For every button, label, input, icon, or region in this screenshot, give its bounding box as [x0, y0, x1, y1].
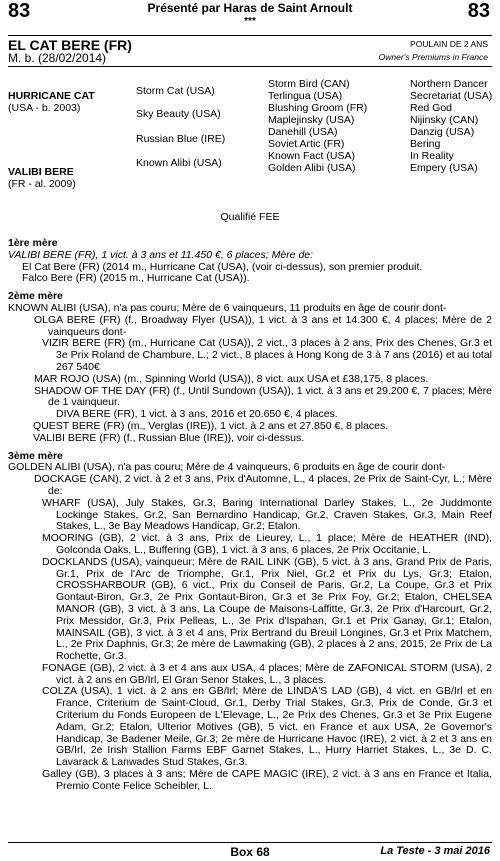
- pedigree-gen4: Northern Dancer: [410, 78, 488, 90]
- catalogue-body: [8, 238, 492, 793]
- produce-entry: DOCKAGE (CAN), 2 vict. à 2 et 3 ans, Prix d'Automne, L., 4 places, 2e Prix de Saint-Cyr, L.; Mère de:: [34, 473, 492, 497]
- produce-entry: MAR ROJO (USA) (m., Spinning World (USA)), 8 vict. aux USA et £38,175, 8 places.: [34, 372, 429, 385]
- pedigree-gen4: Empery (USA): [410, 162, 478, 174]
- pedigree-gen3: Soviet Artic (FR): [268, 138, 345, 150]
- presenter: [0, 2, 500, 28]
- box-number: Box 68: [230, 845, 270, 859]
- produce-entry: DOCKLANDS (USA), vainqueur; Mère de RAIL LINK (GB), 5 vict. à 3 ans, Grand Prix de Paris, Gr.1, Prix de l'Arc de Triomphe, Gr.1, Prix Niel, Gr.2 et Prix du Lys, Gr.3; Etalon, CROSSHARBOUR (GB), 6 vict., Prix du Conseil de Paris, Gr.2, La Coupe, Gr.3 et Prix Gontaut-Biron, Gr.3, 2e Prix Gontaut-Biron, Gr.3 et 3e Prix Foy, Gr.2; Etalon, CHELSEA MANOR (GB), 3 vict. à 3 ans, La Coupe de Maisons-Laffitte, Gr.3, 2e Prix d'Harcourt, Gr.2, Prix Messidor, Gr.3, Prix Pelleas, L., 3e Prix d'Ispahan, Gr.1 et Prix Ganay, Gr.1; Etalon, MAINSAIL (GB), 3 vict. à 3 et 4 ans, Prix Bertrand du Breuil Longines, Gr.3 et Prix Matchem, L., 2e Prix Daphnis, Gr.3; 2e mère de Lawmaking (GB), 2 places à 2 ans, 2015, 2e Prix de La Rochette, Gr.3.: [42, 555, 492, 663]
- pedigree-gen3: Terlingua (USA): [268, 90, 343, 102]
- pedigree-gen2: Russian Blue (IRE): [136, 133, 226, 145]
- pedigree-gen2: Storm Cat (USA): [136, 85, 215, 97]
- divider: [8, 842, 492, 843]
- pedigree-gen3: Blushing Groom (FR): [268, 102, 368, 114]
- horse-premium: Owner's Premiums in France: [378, 52, 488, 62]
- pedigree-sire-info: (USA - b. 2003): [8, 102, 81, 114]
- pedigree-gen2: Known Alibi (USA): [136, 157, 222, 169]
- pedigree-gen4: Nijinsky (CAN): [410, 114, 479, 126]
- produce-entry: QUEST BERE (FR) (m., Verglas (IRE)), 1 vict. à 2 ans et 27.850 €, 8 places.: [33, 419, 389, 432]
- pedigree-sire: HURRICANE CAT: [8, 90, 95, 102]
- presenter-stars: ***: [244, 16, 256, 27]
- produce-entry: El Cat Bere (FR) (2014 m., Hurricane Cat (USA), (voir ci-dessus), son premier produit.: [22, 260, 423, 273]
- produce-entry: Falco Bere (FR) (2015 m., Hurricane Cat (USA)).: [22, 272, 250, 285]
- produce-entry: Galley (GB), 3 places à 3 ans; Mère de CAPE MAGIC (IRE), 2 vict. à 3 ans en France et Italia, Premio Conte Felice Scheibler, L.: [42, 768, 492, 792]
- pedigree-dam-info: (FR - al. 2009): [8, 178, 76, 190]
- section-heading: 1ère mère: [8, 237, 58, 249]
- pedigree-gen3: Storm Bird (CAN): [268, 78, 350, 90]
- presenter-text: Présenté par Haras de Saint Arnoult: [147, 1, 353, 15]
- dam-entry: VALIBI BERE (FR), 1 vict. à 3 ans et 11.450 €, 6 places; Mère de:: [8, 248, 314, 261]
- pedigree-gen4: Red God: [410, 102, 453, 114]
- horse-name: EL CAT BERE (FR): [8, 37, 132, 53]
- produce-entry: FONAGE (GB), 2 vict. à 3 et 4 ans aux USA, 4 places; Mère de ZAFONICAL STORM (USA), 2 vict. à 2 ans en GB/Irl, El Gran Senor Stakes, L., 3 places.: [42, 661, 492, 686]
- produce-entry: DIVA BERE (FR), 1 vict. à 3 ans, 2016 et 20.650 €, 4 places.: [56, 408, 338, 421]
- horse-sex-age: POULAIN DE 2 ANS: [410, 39, 488, 49]
- produce-entry: SHADOW OF THE DAY (FR) (f., Until Sundown (USA)), 1 vict. à 3 ans et 29.200 €, 7 places; Mère de 1 vainqueur.: [34, 384, 492, 409]
- pedigree-gen4: Bering: [410, 138, 441, 150]
- pedigree-gen4: Secretariat (USA): [410, 90, 493, 102]
- pedigree-gen4: In Reality: [410, 150, 454, 162]
- produce-entry: VIZIR BERE (FR) (m., Hurricane Cat (USA)), 2 vict., 3 places à 2 ans, Prix des Chenes, Gr.3 et 3e Prix Roland de Chambure, L.; 2 vict., 8 places à Hong Kong de 3 à 7 ans (2016) et au total 267 540€: [42, 337, 492, 373]
- divider: [8, 35, 492, 36]
- pedigree-dam: VALIBI BERE: [8, 166, 74, 178]
- divider: [8, 66, 492, 67]
- lot-number-left: 83: [8, 0, 31, 22]
- pedigree-gen2: Sky Beauty (USA): [136, 108, 221, 120]
- third-dam-entry: GOLDEN ALIBI (USA), n'a pas couru; Mère de 4 vainqueurs, 6 produits en âge de courir dont-: [8, 461, 446, 474]
- produce-entry: MOORING (GB), 2 vict. à 3 ans, Prix de Lieurey, L., 1 place; Mère de HEATHER (IND), Golconda Oaks, L., Buffering (GB), 1 vict. à 3 ans, 6 places, 2e Prix Occitanie, L.: [42, 532, 492, 556]
- pedigree-gen3: Known Fact (USA): [268, 150, 355, 162]
- pedigree-gen3: Golden Alibi (USA): [268, 162, 356, 174]
- qualification: Qualifié FEE: [220, 211, 280, 223]
- produce-entry: OLGA BERE (FR) (f., Broadway Flyer (USA)), 1 vict. à 3 ans et 14.300 €, 4 places; Mère de 2 vainqueurs dont-: [34, 313, 492, 338]
- pedigree-gen4: Danzig (USA): [410, 126, 475, 138]
- section-heading: 3ème mère: [8, 449, 63, 462]
- lot-number-right: 83: [467, 0, 490, 22]
- pedigree-gen3: Maplejinsky (USA): [268, 114, 355, 126]
- produce-entry: VALIBI BERE (FR) (f., Russian Blue (IRE)), voir ci-dessus.: [33, 431, 305, 444]
- horse-description: M. b. (28/02/2014): [8, 51, 107, 65]
- produce-entry: WHARF (USA), July Stakes, Gr.3, Baring International Darley Stakes, L., 2e Juddmonte Lockinge Stakes, Gr.2, San Bernardino Handicap, Gr.2, Craven Stakes, Gr.3, Main Reef Stakes, L., 3e Bay Meadows Handicap, Gr.2; Etalon.: [42, 496, 492, 533]
- section-heading: 2ème mère: [8, 290, 63, 303]
- sale-date: La Teste - 3 mai 2016: [380, 845, 490, 857]
- pedigree-gen3: Danehill (USA): [268, 126, 338, 138]
- produce-entry: COLZA (USA), 1 vict. à 2 ans en GB/Irl; Mère de LINDA'S LAD (GB), 4 vict. en GB/Irl et en France, Criterium de Saint-Cloud, Gr.1, Derby Trial Stakes, Gr.3, Prix de Conde, Gr.3 et Criterium du Fonds Europeen de L'Elevage, L., 2e Prix des Chenes, Gr.3 et 3e Prix Eugene Adam, Gr.2; Etalon, Ulterior Motives (GB), 5 vict. en France et aux USA, 2e Governor's Handicap, 3e Badener Meile, Gr.3; 2e mère de Hurricane Havoc (IRE), 2 vict. à 2 et 3 ans en GB/Irl, 2e Irish Stallion Farms EBF Garnet Stakes, L., Hurry Harriet Stakes, L., 3e D. C. Lavarack & Lanwades Stud Stakes, Gr.3.: [42, 685, 492, 769]
- granddam-entry: KNOWN ALIBI (USA), n'a pas couru; Mère de 6 vainqueurs, 11 produits en âge de courir dont-: [8, 301, 447, 314]
